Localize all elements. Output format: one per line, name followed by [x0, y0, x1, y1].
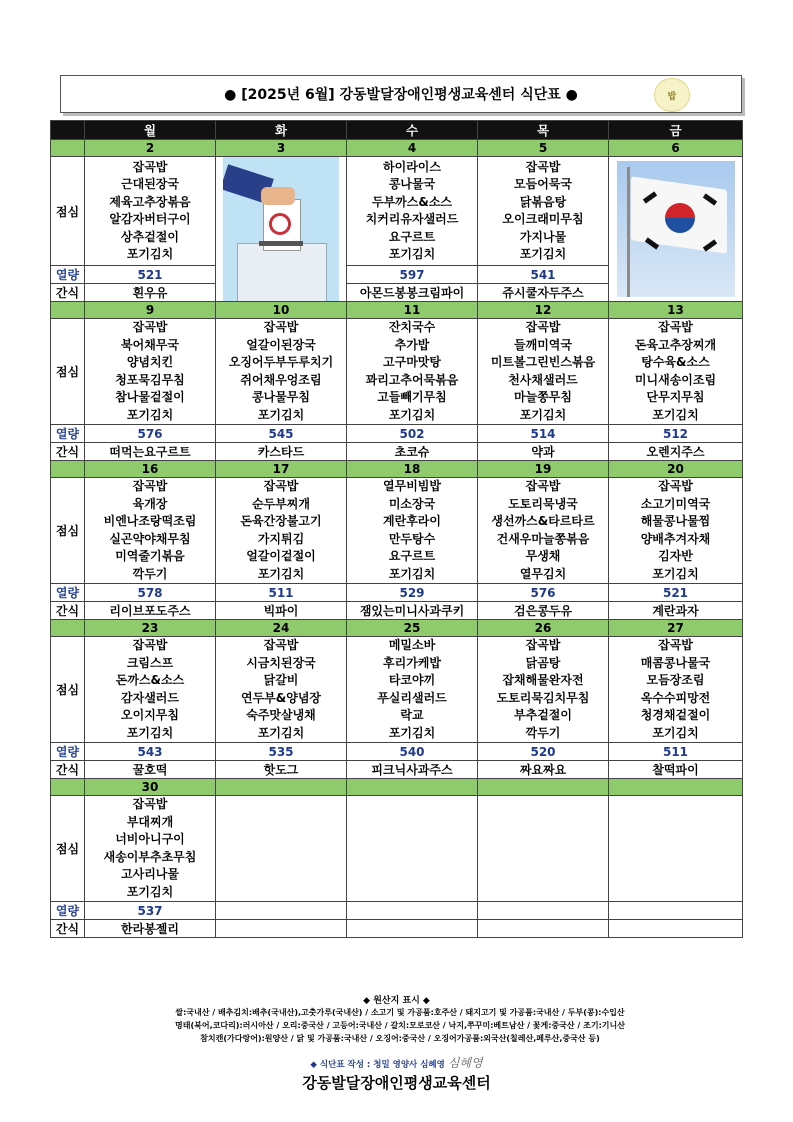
menu-item: 잔치국수: [388, 320, 436, 334]
memorial-day-image: [609, 157, 743, 302]
menu-item: 포기김치: [519, 247, 567, 261]
menu-item: 하이라이스: [383, 159, 441, 174]
date-cell: 30: [85, 779, 216, 796]
menu-item: 모듬장조림: [646, 673, 705, 687]
menu-item: 추가밥: [394, 337, 430, 352]
lunch-menu: [609, 478, 743, 584]
kcal-value: 541: [478, 266, 609, 284]
menu-item: 잡곡밥: [132, 638, 168, 652]
menu-item: 요구르트: [388, 229, 436, 244]
menu-item: 고들빼기무침: [377, 390, 447, 404]
korean-flag-icon: [617, 161, 735, 297]
lunch-menu: [609, 319, 743, 425]
menu-item: 도토리묵냉국: [508, 496, 578, 511]
snack-item: 찰떡파이: [609, 761, 743, 779]
menu-item: 북어채무국: [121, 337, 179, 352]
lunch-menu: [347, 796, 478, 902]
menu-item: 크림스프: [126, 655, 174, 670]
lunch-row: [51, 319, 743, 425]
snack-item: 잼있는미니사과쿠키: [347, 602, 478, 620]
snack-item: 흰우유: [85, 284, 216, 302]
date-row: [51, 620, 743, 637]
menu-item: 오이지무침: [121, 708, 179, 722]
menu-item: 미소장국: [388, 496, 436, 511]
menu-item: 얼갈이겉절이: [246, 549, 316, 563]
date-cell: 18: [347, 461, 478, 478]
kcal-value: 512: [609, 425, 743, 443]
menu-item: 잡곡밥: [263, 638, 299, 652]
menu-item: 치커리유자샐러드: [365, 212, 459, 226]
lunch-row: [51, 478, 743, 584]
menu-item: 잡채해물완자전: [502, 673, 584, 687]
snack-label: 간식: [51, 602, 85, 620]
menu-item: 꽈리고추어묵볶음: [365, 372, 459, 387]
menu-item: 푸실리샐러드: [377, 690, 447, 705]
menu-item: 오이크래미무침: [502, 212, 584, 226]
menu-item: 부추겉절이: [514, 708, 572, 722]
snack-item: 떠먹는요구르트: [85, 443, 216, 461]
menu-item: 돈까스&소스: [115, 673, 185, 687]
menu-item: 포기김치: [388, 407, 436, 422]
snack-item: 약과: [478, 443, 609, 461]
kcal-label: 열량: [51, 266, 85, 284]
lunch-menu: [347, 319, 478, 425]
menu-item: 마늘쫑무침: [514, 390, 572, 404]
kcal-value: 576: [478, 584, 609, 602]
snack-item: [216, 920, 347, 938]
date-cell: 16: [85, 461, 216, 478]
date-corner: [51, 302, 85, 319]
menu-item: 잡곡밥: [132, 159, 168, 174]
menu-item: 새송이부추초무침: [103, 849, 197, 864]
menu-item: 포기김치: [126, 725, 174, 740]
kcal-value: 514: [478, 425, 609, 443]
menu-item: 열무비빔밥: [383, 479, 441, 493]
menu-item: 제육고추장볶음: [109, 194, 191, 209]
snack-item: 한라봉젤리: [85, 920, 216, 938]
lunch-row: [51, 796, 743, 902]
lunch-menu: [347, 478, 478, 584]
date-row: [51, 779, 743, 796]
menu-item: 계란후라이: [383, 514, 441, 528]
kcal-value: [216, 902, 347, 920]
date-cell: [347, 779, 478, 796]
weekday-header: 화: [216, 121, 347, 140]
menu-item: 닭볶음탕: [519, 194, 567, 209]
weekday-header: 목: [478, 121, 609, 140]
origin-line: 명태(북어,코다리):러시아산 / 오리:중국산 / 고등어:국내산 / 갈치:모로코산 / 낙지,쭈꾸미:베트남산 / 꽃게:중국산 / 조기:기니산: [175, 1021, 625, 1030]
menu-item: 매콤콩나물국: [640, 655, 711, 670]
kcal-value: 535: [216, 743, 347, 761]
snack-item: 꿀호떡: [85, 761, 216, 779]
weekday-header: 금: [609, 121, 743, 140]
menu-item: 천사채샐러드: [508, 372, 578, 387]
date-cell: 25: [347, 620, 478, 637]
snack-row: [51, 761, 743, 779]
date-corner: [51, 620, 85, 637]
kcal-label: 열량: [51, 743, 85, 761]
menu-item: 잡곡밥: [658, 479, 693, 493]
lunch-menu: [216, 319, 347, 425]
kcal-value: 511: [216, 584, 347, 602]
menu-item: 부대찌개: [126, 814, 174, 829]
menu-item: 열무김치: [519, 566, 567, 581]
snack-item: [347, 920, 478, 938]
menu-item: 타코야끼: [388, 673, 436, 687]
menu-item: 모듬어묵국: [514, 177, 572, 191]
lunch-label: 점심: [51, 478, 85, 584]
snack-label: 간식: [51, 443, 85, 461]
kcal-value: 529: [347, 584, 478, 602]
menu-item: 잡곡밥: [525, 320, 561, 334]
author-line: [0, 1054, 793, 1071]
snack-item: [609, 920, 743, 938]
lunch-menu: [347, 637, 478, 743]
menu-item: 포기김치: [519, 407, 567, 422]
snack-item: [478, 920, 609, 938]
meal-table: [50, 120, 743, 938]
menu-item: 김자반: [658, 549, 693, 563]
snack-item: 핫도그: [216, 761, 347, 779]
menu-item: 락교: [400, 708, 424, 722]
date-cell: 19: [478, 461, 609, 478]
date-cell: 12: [478, 302, 609, 319]
lunch-menu: [609, 637, 743, 743]
menu-item: 양배추겨자채: [640, 531, 711, 546]
menu-item: 근대된장국: [121, 177, 179, 191]
menu-item: 두부까스&소스: [371, 194, 453, 209]
snack-row: [51, 920, 743, 938]
lunch-menu: [609, 796, 743, 902]
menu-item: 너비아니구이: [115, 832, 185, 846]
menu-item: 옥수수피망전: [640, 690, 711, 705]
kcal-row: [51, 743, 743, 761]
date-cell: [216, 779, 347, 796]
menu-item: 가지튀김: [257, 531, 305, 546]
date-cell: 4: [347, 140, 478, 157]
menu-item: 미트볼그린빈스볶음: [490, 355, 596, 369]
menu-item: 깍두기: [132, 566, 168, 581]
kcal-value: 511: [609, 743, 743, 761]
lunch-label: 점심: [51, 319, 85, 425]
menu-item: 깍두기: [525, 725, 561, 740]
menu-item: 청포묵김무침: [115, 372, 185, 387]
menu-item: 포기김치: [388, 725, 436, 740]
menu-item: 잡곡밥: [525, 638, 561, 652]
menu-item: 고사리나물: [121, 867, 179, 881]
menu-item: 잡곡밥: [263, 479, 299, 493]
menu-item: 들깨미역국: [514, 337, 572, 352]
date-cell: 20: [609, 461, 743, 478]
menu-item: 연두부&양념장: [240, 690, 322, 705]
kcal-value: [478, 902, 609, 920]
menu-item: 후리가케밥: [383, 655, 441, 670]
snack-item: 피크닉사과주스: [347, 761, 478, 779]
menu-item: 포기김치: [388, 247, 436, 261]
origin-list: [60, 1006, 740, 1045]
menu-item: 포기김치: [257, 725, 305, 740]
weekday-header: 월: [85, 121, 216, 140]
date-corner: [51, 779, 85, 796]
menu-item: 포기김치: [652, 566, 699, 581]
menu-item: 잡곡밥: [263, 320, 299, 334]
snack-label: 간식: [51, 284, 85, 302]
lunch-menu: [85, 157, 216, 266]
kcal-value: 578: [85, 584, 216, 602]
kcal-value: 597: [347, 266, 478, 284]
date-cell: 23: [85, 620, 216, 637]
menu-item: 건새우마늘쫑볶음: [496, 531, 590, 546]
kcal-value: 521: [85, 266, 216, 284]
lunch-menu: [478, 319, 609, 425]
date-row: [51, 302, 743, 319]
menu-item: 미니새송이조림: [634, 372, 717, 387]
snack-item: 짜요짜요: [478, 761, 609, 779]
menu-item: 무생채: [525, 549, 561, 563]
kcal-row: [51, 584, 743, 602]
date-row: [51, 140, 743, 157]
menu-item: 비엔나조랑떡조림: [103, 514, 197, 528]
date-cell: 11: [347, 302, 478, 319]
weekday-header: 수: [347, 121, 478, 140]
snack-item: 오렌지주스: [609, 443, 743, 461]
menu-item: 양념치킨: [126, 355, 174, 369]
menu-item: 메밀소바: [388, 638, 436, 652]
menu-item: 알감자버터구이: [109, 212, 191, 226]
center-logo: [654, 78, 690, 112]
snack-label: 간식: [51, 761, 85, 779]
kcal-label: 열량: [51, 584, 85, 602]
menu-item: 만두탕수: [388, 531, 436, 546]
date-cell: 6: [609, 140, 743, 157]
logo-text: 밥: [667, 91, 677, 102]
menu-item: 포기김치: [126, 884, 174, 899]
menu-item: 상추겉절이: [121, 229, 179, 244]
date-cell: 27: [609, 620, 743, 637]
menu-item: 실곤약야채무침: [109, 531, 191, 546]
page-title: ● [2025년 6월] 강동발달장애인평생교육센터 식단표 ●: [224, 87, 578, 103]
origin-title: ◆ 원산지 표시 ◆: [363, 996, 430, 1006]
kcal-value: 540: [347, 743, 478, 761]
date-cell: 13: [609, 302, 743, 319]
kcal-label: 열량: [51, 902, 85, 920]
lunch-menu: [347, 157, 478, 266]
ballot-box-icon: [223, 157, 339, 301]
menu-item: 포기김치: [388, 566, 436, 581]
header-corner: [51, 121, 85, 140]
date-cell: 17: [216, 461, 347, 478]
date-row: [51, 461, 743, 478]
menu-item: 잡곡밥: [132, 479, 168, 493]
weekday-header-row: [51, 121, 743, 140]
date-cell: 5: [478, 140, 609, 157]
lunch-label: 점심: [51, 796, 85, 902]
menu-item: 미역줄기볶음: [115, 549, 185, 563]
date-cell: 9: [85, 302, 216, 319]
date-corner: [51, 461, 85, 478]
menu-item: 돈육간장불고기: [240, 514, 322, 528]
lunch-row: [51, 637, 743, 743]
menu-item: 고구마맛탕: [383, 355, 441, 369]
menu-item: 청경채겉절이: [640, 708, 711, 722]
menu-item: 오징어두부두루치기: [228, 355, 334, 369]
menu-item: 생선까스&타르타르: [491, 514, 595, 528]
page-title-box: [60, 75, 742, 113]
menu-item: 포기김치: [257, 566, 305, 581]
lunch-menu: [85, 796, 216, 902]
menu-item: 참나물겉절이: [115, 390, 185, 404]
menu-item: 탕수육&소스: [641, 355, 710, 369]
lunch-menu: [216, 478, 347, 584]
lunch-menu: [478, 478, 609, 584]
snack-item: 초코슈: [347, 443, 478, 461]
lunch-menu: [85, 637, 216, 743]
menu-item: 잡곡밥: [525, 159, 561, 174]
menu-item: 닭갈비: [263, 673, 299, 687]
kcal-value: [347, 902, 478, 920]
menu-item: 돈육고추장찌개: [634, 337, 717, 352]
date-cell: 24: [216, 620, 347, 637]
menu-item: 감자샐러드: [121, 690, 179, 705]
menu-item: 포기김치: [126, 407, 174, 422]
date-cell: [478, 779, 609, 796]
menu-item: 잡곡밥: [658, 638, 693, 652]
date-cell: 26: [478, 620, 609, 637]
date-cell: 3: [216, 140, 347, 157]
kcal-value: [609, 902, 743, 920]
menu-item: 포기김치: [652, 407, 699, 422]
kcal-value: 521: [609, 584, 743, 602]
menu-item: 해물콩나물찜: [640, 514, 711, 528]
snack-item: 검은콩두유: [478, 602, 609, 620]
lunch-menu: [85, 478, 216, 584]
snack-item: 빅파이: [216, 602, 347, 620]
lunch-menu: [85, 319, 216, 425]
menu-item: 잡곡밥: [132, 320, 168, 334]
snack-item: 계란과자: [609, 602, 743, 620]
kcal-value: 502: [347, 425, 478, 443]
menu-item: 포기김치: [652, 725, 699, 740]
kcal-value: 545: [216, 425, 347, 443]
lunch-menu: [478, 157, 609, 266]
date-corner: [51, 140, 85, 157]
date-cell: [609, 779, 743, 796]
kcal-value: 543: [85, 743, 216, 761]
menu-item: 단무지무침: [646, 390, 705, 404]
menu-item: 시금치된장국: [246, 655, 316, 670]
menu-item: 도토리묵김치무침: [496, 690, 590, 705]
kcal-label: 열량: [51, 425, 85, 443]
date-cell: 10: [216, 302, 347, 319]
menu-item: 육개장: [132, 496, 168, 511]
menu-item: 가지나물: [519, 229, 567, 244]
lunch-label: 점심: [51, 637, 85, 743]
kcal-row: [51, 902, 743, 920]
lunch-menu: [216, 796, 347, 902]
origin-line: 참치캔(가다랑어):원양산 / 닭 및 가공품:국내산 / 오징어:중국산 / 오징어가공품:외국산(칠레산,페루산,중국산 등): [200, 1034, 600, 1043]
lunch-label: 점심: [51, 157, 85, 266]
menu-item: 콩나물무침: [252, 390, 310, 404]
menu-item: 닭곰탕: [525, 655, 561, 670]
origin-line: 쌀:국내산 / 배추김치:배추(국내산),고춧가루(국내산) / 소고기 및 가공품:호주산 / 돼지고기 및 가공품:국내산 / 두부(콩):수입산: [175, 1008, 625, 1017]
menu-item: 요구르트: [388, 549, 436, 563]
menu-item: 숙주맛살냉채: [246, 708, 316, 722]
menu-item: 콩나물국: [388, 177, 436, 191]
menu-item: 포기김치: [257, 407, 305, 422]
lunch-menu: [478, 796, 609, 902]
menu-item: 얼갈이된장국: [246, 337, 316, 352]
menu-item: 잡곡밥: [525, 479, 561, 493]
snack-item: 리이브포도주스: [85, 602, 216, 620]
snack-item: 아몬드봉봉크림파이: [347, 284, 478, 302]
snack-row: [51, 443, 743, 461]
menu-item: 소고기미역국: [640, 496, 711, 511]
menu-item: 잡곡밥: [658, 320, 693, 334]
election-day-image: [216, 157, 347, 302]
menu-item: 순두부찌개: [252, 496, 310, 511]
kcal-row: [51, 425, 743, 443]
kcal-value: 520: [478, 743, 609, 761]
lunch-menu: [478, 637, 609, 743]
menu-item: 포기김치: [126, 247, 174, 261]
kcal-value: 537: [85, 902, 216, 920]
menu-item: 잡곡밥: [132, 797, 168, 811]
snack-item: 카스타드: [216, 443, 347, 461]
lunch-row: [51, 157, 743, 266]
snack-item: 쥬시쿨자두주스: [478, 284, 609, 302]
kcal-value: 576: [85, 425, 216, 443]
signature: 심혜영: [447, 1056, 483, 1070]
lunch-menu: [216, 637, 347, 743]
center-name: 강동발달장애인평생교육센터: [302, 1074, 491, 1092]
menu-item: 쥐어채우엉조림: [240, 372, 322, 387]
snack-label: 간식: [51, 920, 85, 938]
date-cell: 2: [85, 140, 216, 157]
snack-row: [51, 602, 743, 620]
author-text: ◆ 식단표 작성 : 청밀 영양사 심혜영: [310, 1060, 445, 1070]
